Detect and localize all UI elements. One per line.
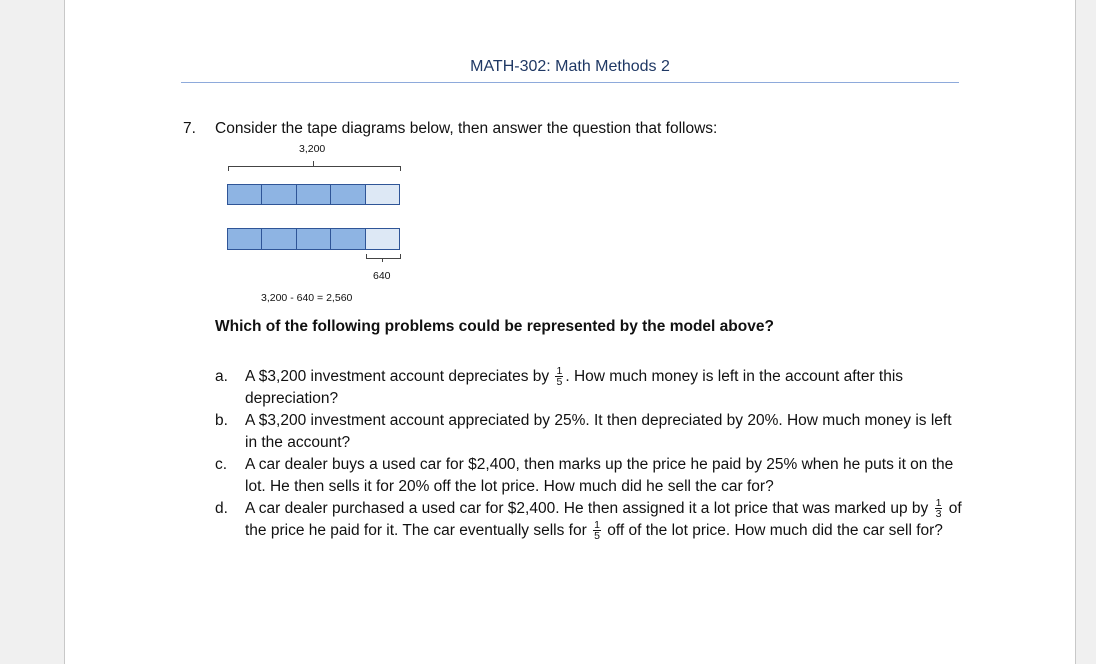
tape-segment bbox=[331, 229, 365, 249]
tape-segment bbox=[228, 229, 262, 249]
fraction: $\frac{1}{5}$ bbox=[556, 365, 563, 389]
choice-b: b. A $3,200 investment account appreciated by 25%. It then depreciated by 20%. How much money is left in the account? bbox=[215, 412, 952, 451]
tape-segment bbox=[228, 185, 262, 204]
choice-c: c. A car dealer buys a used car for $2,400, then marks up the price he paid by 25% when he puts it on the lot. He then sells it for 20% off the lot price. How much did he sell the car for? bbox=[215, 456, 954, 495]
choice-a: a. A $3,200 investment account depreciates by $\frac{1}{5}$ . How much money is left in the account after this depreciation? bbox=[215, 365, 904, 407]
tape-segment bbox=[331, 185, 365, 204]
tape-result bbox=[227, 228, 400, 250]
choice-letter: d. bbox=[215, 500, 228, 517]
segment-label: 640 bbox=[373, 270, 391, 282]
tape-segment-removed bbox=[366, 229, 399, 249]
total-brace-tick bbox=[313, 161, 314, 166]
tape-diagram bbox=[215, 140, 415, 310]
question-number: 7. bbox=[183, 120, 196, 137]
equation-label: 3,200 - 640 = 2,560 bbox=[261, 292, 353, 304]
course-header: MATH-302: Math Methods 2 bbox=[470, 58, 670, 75]
choice-letter: b. bbox=[215, 412, 228, 429]
tape-segment bbox=[262, 229, 296, 249]
fraction: $\frac{1}{3}$ bbox=[935, 497, 942, 521]
question-prompt: Which of the following problems could be represented by the model above? bbox=[215, 318, 774, 335]
header-divider bbox=[181, 82, 959, 83]
tape-segment-removed bbox=[366, 185, 399, 204]
choice-letter: a. bbox=[215, 368, 228, 385]
tape-original bbox=[227, 184, 400, 205]
question-text: Consider the tape diagrams below, then answer the question that follows: bbox=[215, 120, 718, 137]
fraction: $\frac{1}{5}$ bbox=[594, 519, 600, 543]
tape-segment bbox=[297, 229, 331, 249]
document-page bbox=[64, 0, 1076, 664]
tape-segment bbox=[262, 185, 296, 204]
choice-letter: c. bbox=[215, 456, 228, 473]
total-brace bbox=[228, 166, 401, 171]
answer-choices bbox=[215, 366, 965, 542]
segment-brace-tick bbox=[382, 258, 383, 262]
total-label: 3,200 bbox=[299, 143, 326, 155]
tape-segment bbox=[297, 185, 331, 204]
segment-brace bbox=[366, 254, 401, 259]
choice-d: d. A car dealer purchased a used car for $2,400. He then assigned it a lot price that was marked up by $\frac{1}{3}$ of the price he paid for it. The car eventually sells for $\frac{1}{5}$ off of the lot price. How much did the car sell for? bbox=[215, 497, 962, 543]
